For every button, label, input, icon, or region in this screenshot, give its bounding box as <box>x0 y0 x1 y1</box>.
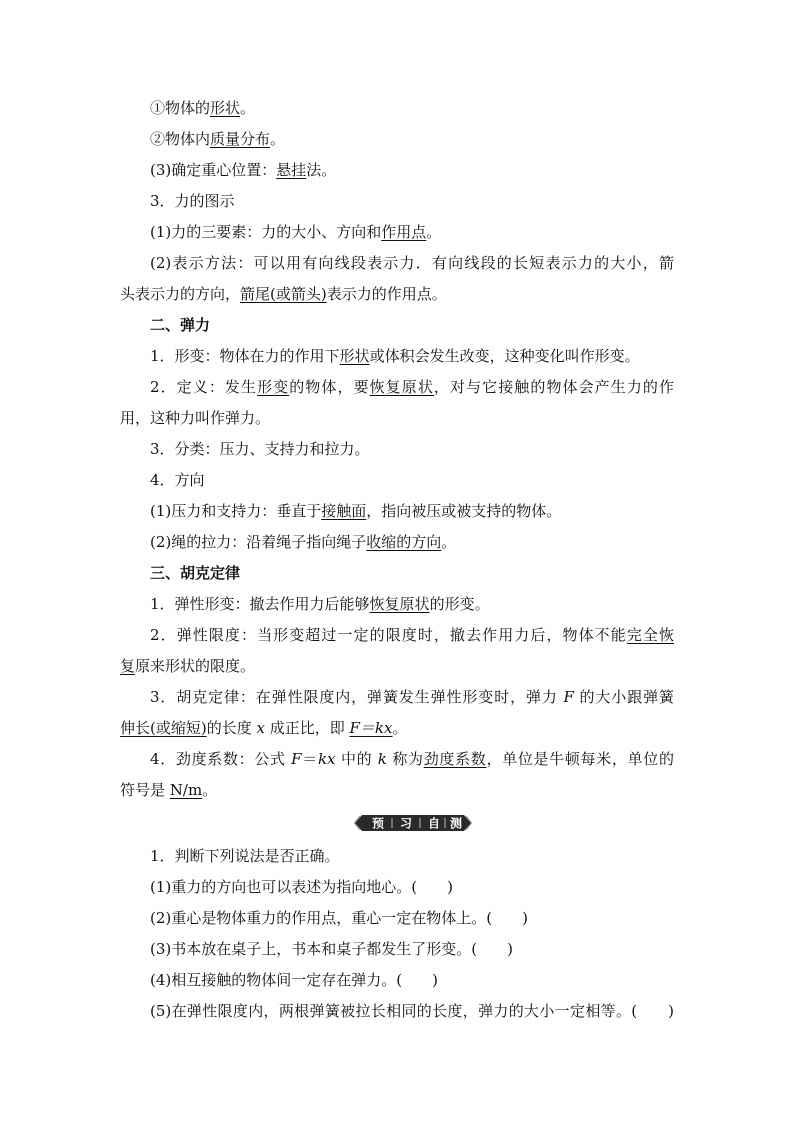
question-item: (1)重力的方向也可以表述为指向地心。( ) <box>150 878 453 896</box>
text-line: (1)力的三要素：力的大小、方向和作用点。 <box>150 223 442 241</box>
section-heading: 三、胡克定律 <box>150 564 241 582</box>
section-heading: 二、弹力 <box>150 316 211 334</box>
text-line: 1．弹性形变：撤去作用力后能够恢复原状的形变。 <box>150 595 490 613</box>
text-line: 符号是 N/m。 <box>120 781 218 799</box>
text-line: 3．胡克定律：在弹性限度内，弹簧发生弹性形变时，弹力 F 的大小跟弹簧 <box>150 688 674 706</box>
text-line: 4．劲度系数：公式 F＝kx 中的 k 称为劲度系数，单位是牛顿每米，单位的 <box>150 750 674 768</box>
text-line: 复原来形状的限度。 <box>120 657 256 675</box>
question-item: (3)书本放在桌子上，书本和桌子都发生了形变。( ) <box>150 940 513 958</box>
text-line: 伸长(或缩短)的长度 x 成正比，即 F＝kx。 <box>120 719 408 737</box>
text-line: ①物体的形状。 <box>150 99 256 117</box>
section-heading: 3．力的图示 <box>150 192 235 210</box>
text-line: 2．定义：发生形变的物体，要恢复原状，对与它接触的物体会产生力的作 <box>150 378 674 396</box>
banner-char: 习 <box>399 816 413 831</box>
banner-char: 预 <box>371 816 385 831</box>
text-line: (2)绳的拉力：沿着绳子指向绳子收缩的方向。 <box>150 533 457 551</box>
question-item: (2)重心是物体重力的作用点，重心一定在物体上。( ) <box>150 909 528 927</box>
question-item: (5)在弹性限度内，两根弹簧被拉长相同的长度，弹力的大小一定相等。( ) <box>150 1002 674 1020</box>
text-line: 用，这种力叫作弹力。 <box>120 409 271 427</box>
text-line: 1．形变：物体在力的作用下形状或体积会发生改变，这种变化叫作形变。 <box>150 347 640 365</box>
text-line: ②物体内质量分布。 <box>150 130 286 148</box>
banner-char: 测 <box>449 816 463 831</box>
question-item: (4)相互接触的物体间一定存在弹力。( ) <box>150 971 438 989</box>
question-prompt: 1．判断下列说法是否正确。 <box>150 847 340 865</box>
text-line: (3)确定重心位置：悬挂法。 <box>150 161 337 179</box>
text-line: (2)表示方法：可以用有向线段表示力．有向线段的长短表示力的大小，箭 <box>150 254 674 272</box>
section-heading: 4．方向 <box>150 471 205 489</box>
text-line: 3．分类：压力、支持力和拉力。 <box>150 440 370 458</box>
preview-self-test-banner <box>354 814 472 832</box>
banner-char: 自 <box>427 816 441 831</box>
text-line: 头表示力的方向，箭尾(或箭头)表示力的作用点。 <box>120 285 447 303</box>
text-line: 2．弹性限度：当形变超过一定的限度时，撤去作用力后，物体不能完全恢 <box>150 626 674 644</box>
text-line: (1)压力和支持力：垂直于接触面，指向被压或被支持的物体。 <box>150 502 562 520</box>
